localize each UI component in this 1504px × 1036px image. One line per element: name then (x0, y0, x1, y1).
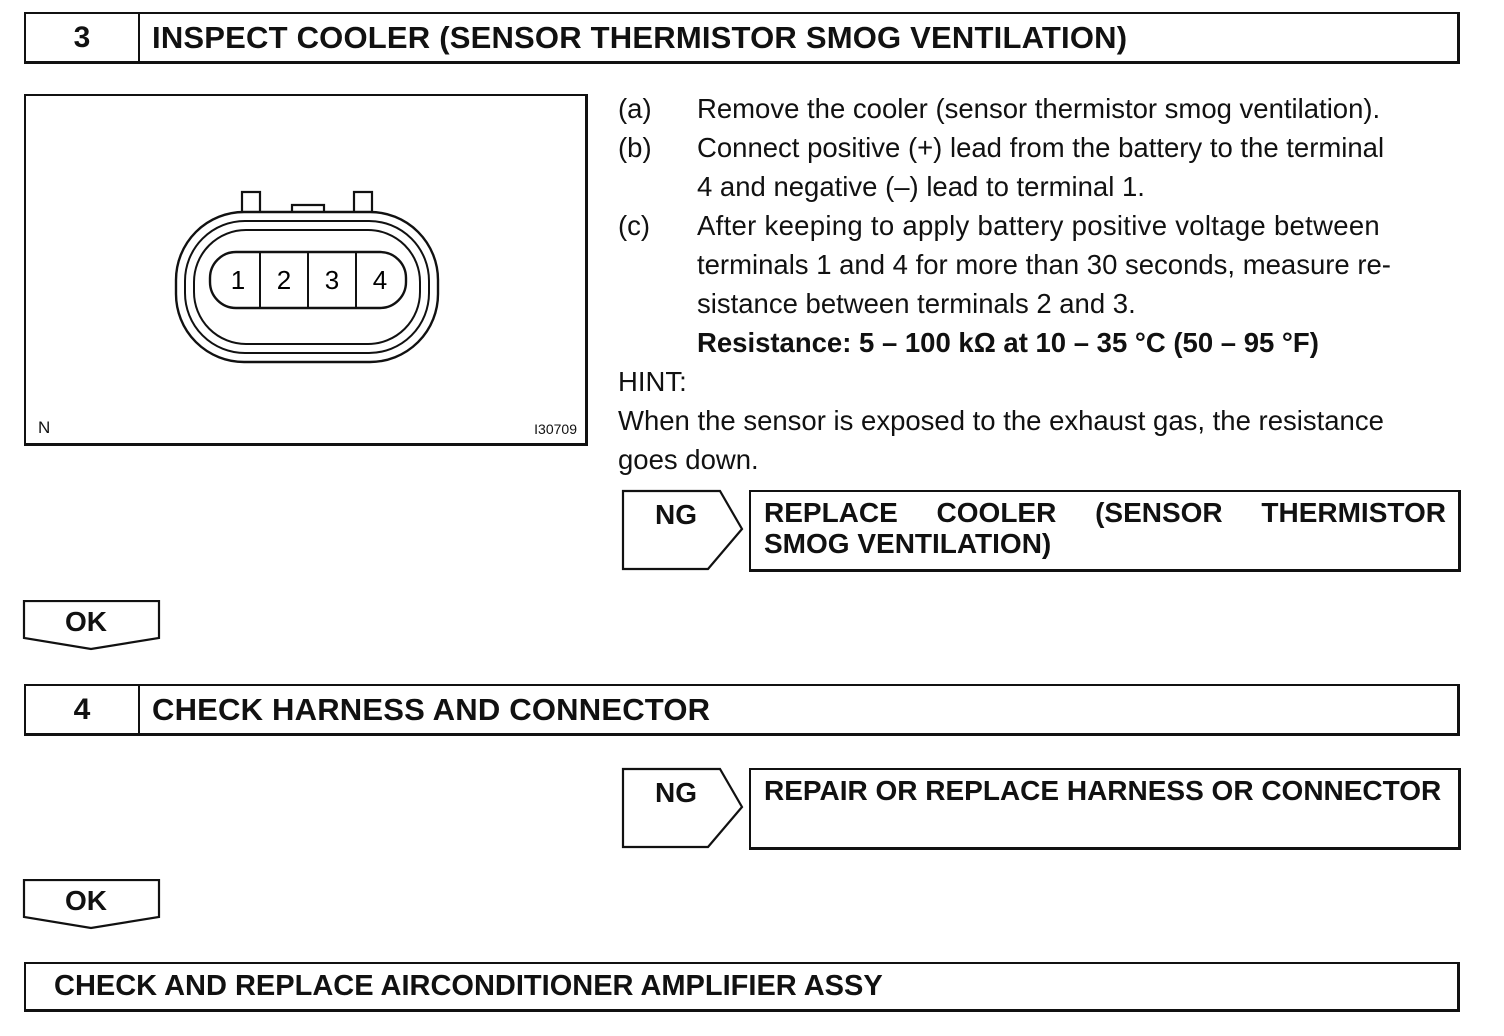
resistance-spec: Resistance: 5 – 100 kΩ at 10 – 35 °C (50 – 95 °F) (697, 327, 1319, 358)
ng-action-step-4: REPAIR OR REPLACE HARNESS OR CONNECTOR (749, 768, 1461, 850)
ok-label-step-3: OK (65, 606, 107, 637)
instruction-c-line-2: terminals 1 and 4 for more than 30 seconds, measure re- (697, 249, 1391, 280)
ok-label-step-4: OK (65, 885, 107, 916)
instructions (618, 89, 1468, 489)
final-step-header (24, 962, 1460, 1012)
hint-line-2: goes down. (618, 444, 759, 475)
instruction-a (618, 89, 1468, 128)
step-4-number: 4 (26, 686, 140, 733)
step-3-header (24, 12, 1460, 64)
step-3-number: 3 (26, 14, 140, 61)
terminal-1: 1 (230, 265, 246, 295)
step-4-header (24, 684, 1460, 736)
instruction-c-line-3: sistance between terminals 2 and 3. (697, 288, 1136, 319)
instruction-a-text: Remove the cooler (sensor thermistor smog ventilation). (697, 93, 1381, 124)
ng-label-step-3: NG (655, 499, 697, 530)
terminal-3: 3 (324, 265, 340, 295)
instruction-c-label: (c) (618, 210, 651, 241)
final-step-title: CHECK AND REPLACE AIRCONDITIONER AMPLIFIER ASSY (54, 970, 883, 1002)
instruction-b-line-1: Connect positive (+) lead from the battery to the terminal (697, 132, 1385, 163)
hint-label: HINT: (618, 366, 687, 397)
figure-code: I30709 (534, 421, 577, 437)
connector-diagram (26, 96, 586, 444)
step-3-title: INSPECT COOLER (SENSOR THERMISTOR SMOG VENTILATION) (152, 19, 1128, 55)
instruction-c (618, 206, 1468, 362)
ng-action-step-3: REPLACE COOLER (SENSOR THERMISTOR SMOG VENTILATION) (749, 490, 1461, 572)
instruction-b (618, 128, 1468, 206)
instruction-a-label: (a) (618, 93, 652, 124)
instruction-b-line-2: 4 and negative (–) lead to terminal 1. (697, 171, 1145, 202)
instruction-b-label: (b) (618, 132, 652, 163)
ng-label-step-4: NG (655, 777, 697, 808)
step-4-title: CHECK HARNESS AND CONNECTOR (152, 691, 711, 727)
terminal-4: 4 (372, 265, 388, 295)
hint-line-1: When the sensor is exposed to the exhaust gas, the resistance (618, 405, 1384, 436)
terminal-2: 2 (276, 265, 292, 295)
instruction-c-line-1: After keeping to apply battery positive voltage between (697, 210, 1381, 241)
figure-corner-label: N (38, 418, 51, 437)
connector-figure (24, 94, 588, 446)
